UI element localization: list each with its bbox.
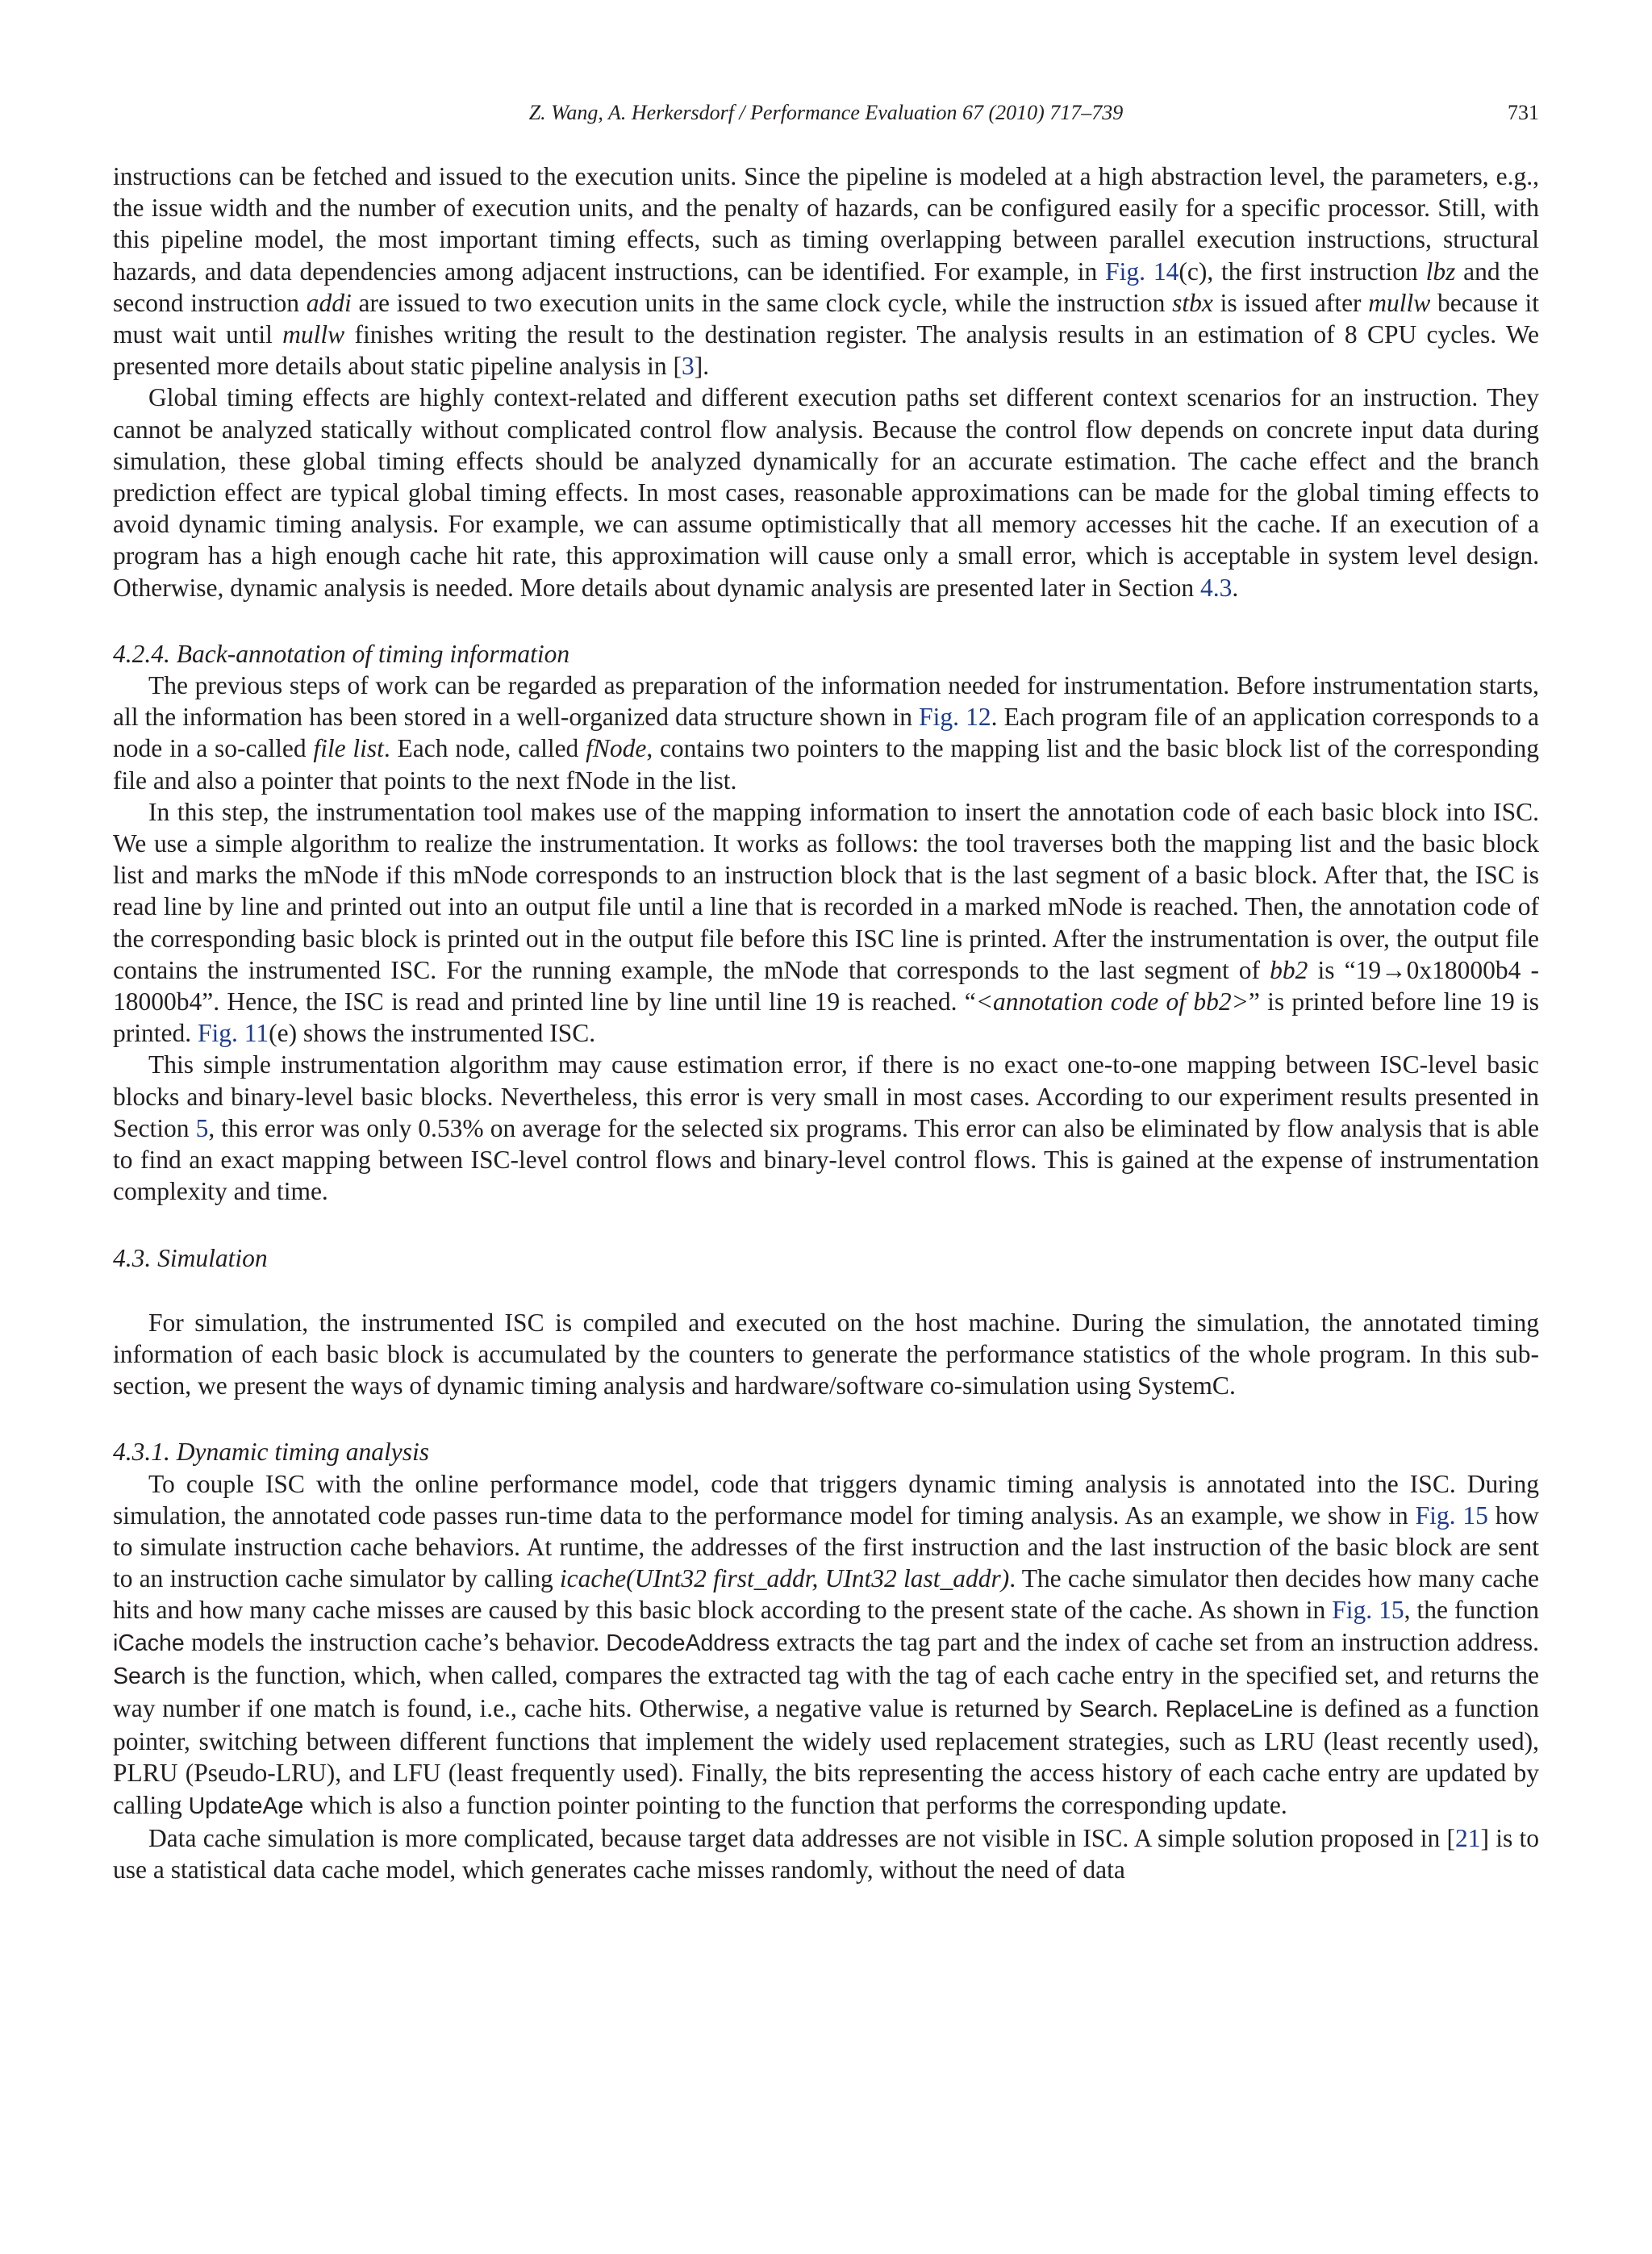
code-updateage: UpdateAge (188, 1793, 304, 1819)
code-decodeaddress: DecodeAddress (606, 1630, 770, 1656)
ref-fig-12[interactable]: Fig. 12 (919, 703, 991, 732)
subsection-heading-4-3-1: 4.3.1. Dynamic timing analysis (113, 1438, 429, 1467)
paragraph-simulation: For simulation, the instrumented ISC is compiled and executed on the host machine. During the simulation, the annotated timing information of each basic block is accumulated by the counters to generate the performance statistics of the whole program. In this sub-section, we present the ways of dynamic timing analysis and hardware/software co-simulation using SystemC. (113, 1308, 1539, 1400)
section-heading-4-3: 4.3. Simulation (113, 1243, 268, 1272)
ref-citation-21[interactable]: 21 (1455, 1823, 1481, 1852)
code-icache: iCache (113, 1630, 185, 1656)
ref-section-5[interactable]: 5 (195, 1113, 209, 1142)
paragraph-dynamic-timing: To couple ISC with the online performance model, code that triggers dynamic timing analysis is annotated into the ISC. During simulation, the annotated code passes run-time data to the performance model for timing analysis. As an example, we show in Fig. 15 how to simulate instruction cache behaviors. At runtime, the addresses of the first instruction and the last instruction of the basic block are sent to an instruction cache simulator by calling icache(UInt32 first_addr, UInt32 last_addr). The cache simulator then decides how many cache hits and how many cache misses are caused by this basic block according to the present state of the cache. As shown in Fig. 15, the function iCache models the instruction cache’s behavior. DecodeAddress extracts the tag part and the index of cache set from an instruction address. Search is the function, which, when called, compares the extracted tag with the tag of each cache entry in the specified set, and returns the way number if one match is found, i.e., cache hits. Otherwise, a negative value is returned by Search. ReplaceLine is defined as a function pointer, switching between different functions that implement the widely used replacement strategies, such as LRU (least recently used), PLRU (Pseudo-LRU), and LFU (least frequently used). Finally, the bits representing the access history of each cache entry are updated by calling UpdateAge which is also a function pointer pointing to the function that performs the corresponding update. (113, 1469, 1539, 1819)
instr-addi: addi (306, 288, 352, 317)
ref-fig-11[interactable]: Fig. 11 (197, 1019, 269, 1048)
code-replaceline: ReplaceLine (1165, 1696, 1294, 1722)
paragraph-pipeline-continuation: instructions can be fetched and issued to the execution units. Since the pipeline is modeled at a high abstraction level, the parameters, e.g., the issue width and the number of execution units, and the penalty of hazards, can be configured easily for a specific processor. Still, with this pipeline model, the most important timing effects, such as timing overlapping between parallel execution instructions, structural hazards, and data dependencies among adjacent instructions, can be identified. For example, in Fig. 14(c), the first instruction lbz and the second instruction addi are issued to two execution units in the same clock cycle, while the instruction stbx is issued after mullw because it must wait until mullw finishes writing the result to the destination register. The analysis results in an estimation of 8 CPU cycles. We presented more details about static pipeline analysis in [3]. (113, 162, 1540, 381)
instr-stbx: stbx (1172, 288, 1213, 317)
paragraph-instrumentation-algorithm: In this step, the instrumentation tool makes use of the mapping information to insert the annotation code of each basic block into ISC. We use a simple algorithm to realize the instrumentation. It works as follows: the tool traverses both the mapping list and the basic block list and marks the mNode if this mNode corresponds to an instruction block that is the last segment of a basic block. After that, the ISC is read line by line and printed out into an output file until a line that is recorded in a marked mNode is reached. Then, the annotation code of the corresponding basic block is printed out in the output file before this ISC line is printed. After the instrumentation is over, the output file contains the instrumented ISC. For the running example, the mNode that corresponds to the last segment of bb2 is “19→0x18000b4 - 18000b4”. Hence, the ISC is read and printed line by line until line 19 is reached. “<annotation code of bb2>” is printed before line 19 is printed. Fig. 11(e) shows the instrumented ISC. (113, 797, 1539, 1048)
paragraph-data-cache: Data cache simulation is more complicated, because target data addresses are not visible in ISC. A simple solution proposed in [21] is to use a statistical data cache model, which generates cache misses randomly, without the need of data (113, 1823, 1539, 1884)
page-number: 731 (1508, 101, 1539, 124)
ref-section-4-3[interactable]: 4.3 (1199, 573, 1233, 602)
ref-fig-14[interactable]: Fig. 14 (1105, 257, 1179, 286)
code-search: Search (1078, 1696, 1153, 1722)
instr-lbz: lbz (1425, 257, 1456, 286)
instr-mullw: mullw (282, 320, 345, 349)
subsection-heading-4-2-4: 4.2.4. Back-annotation of timing information (113, 639, 570, 668)
instr-mullw: mullw (1368, 288, 1431, 317)
paragraph-preparation: The previous steps of work can be regarded as preparation of the information needed for instrumentation. Before instrumentation starts, all the information has been stored in a well-organized data structure shown in Fig. 12. Each program file of an application corresponds to a node in a so-called file list. Each node, called fNode, contains two pointers to the mapping list and the basic block list of the corresponding file and also a pointer that points to the next fNode in the list. (113, 671, 1539, 795)
header-citation: Z. Wang, A. Herkersdorf / Performance Evaluation 67 (2010) 717–739 (528, 101, 1124, 124)
ref-fig-15[interactable]: Fig. 15 (1332, 1596, 1404, 1625)
running-header (113, 97, 1539, 129)
paragraph-global-timing: Global timing effects are highly context-related and different execution paths set different context scenarios for an instruction. They cannot be analyzed statically without complicated control flow analysis. Because the control flow depends on concrete input data during simulation, these global timing effects should be analyzed dynamically for an accurate estimation. The cache effect and the branch prediction effect are typical global timing effects. In most cases, reasonable approximations can be made for the global timing effects to avoid dynamic timing analysis. For example, we can assume optimistically that all memory accesses hit the cache. If an execution of a program has a high enough cache hit rate, this approximation will cause only a small error, which is acceptable in system level design. Otherwise, dynamic analysis is needed. More details about dynamic analysis are presented later in Section 4.3. (113, 383, 1539, 602)
code-search: Search (113, 1663, 186, 1689)
ref-fig-15[interactable]: Fig. 15 (1415, 1501, 1488, 1530)
body-text (113, 161, 1539, 1885)
paragraph-estimation-error: This simple instrumentation algorithm may cause estimation error, if there is no exact one-to-one mapping between ISC-level basic blocks and binary-level basic blocks. Nevertheless, this error is very small in most cases. According to our experiment results presented in Section 5, this error was only 0.53% on average for the selected six programs. This error can also be eliminated by flow analysis that is able to find an exact mapping between ISC-level control flows and binary-level control flows. This is gained at the expense of instrumentation complexity and time. (113, 1050, 1539, 1206)
ref-citation-3[interactable]: 3 (682, 352, 695, 381)
